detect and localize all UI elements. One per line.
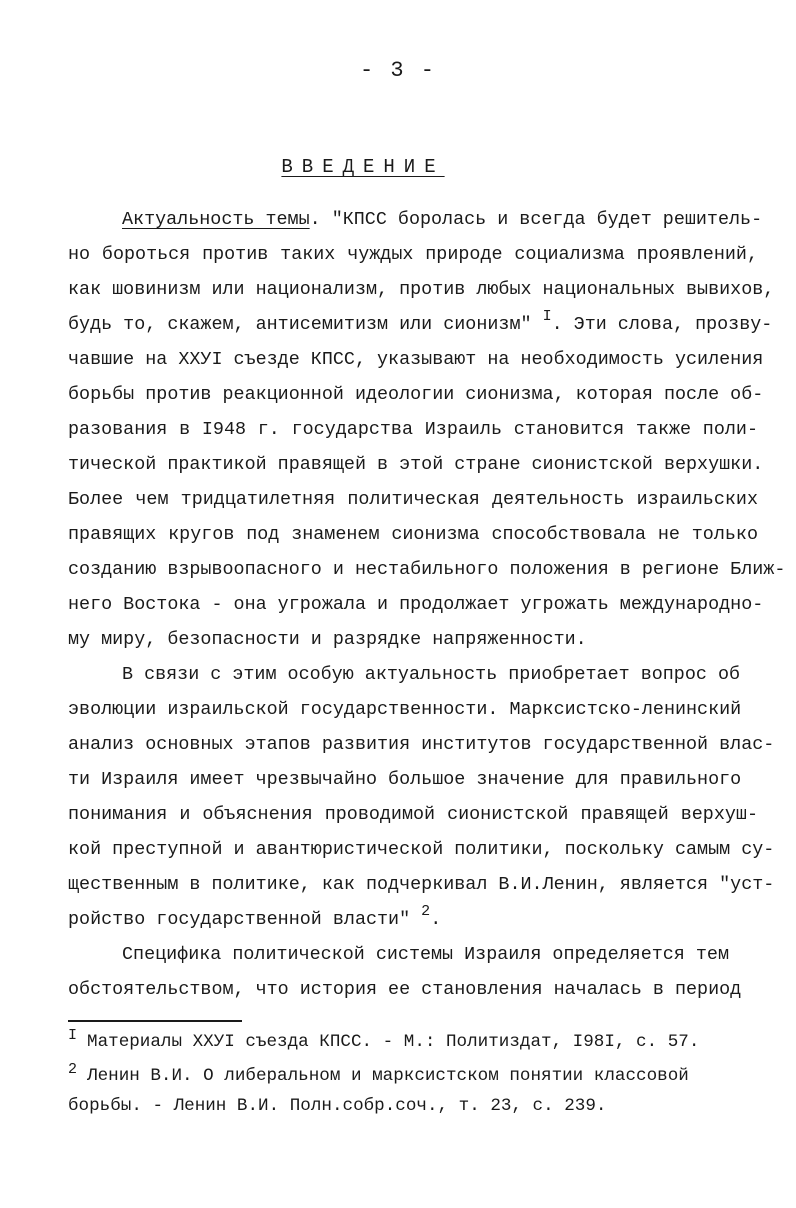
paragraph-2-line-7: щественным в политике, как подчеркивал В.И.Ленин, является "уст- — [68, 874, 775, 895]
footnote-separator — [68, 1020, 242, 1022]
footnote-1 — [68, 1027, 708, 1052]
paragraph-2-line-5: понимания и объяснения проводимой сионистской правящей верхуш- — [68, 804, 758, 825]
paragraph-1-line-6: борьбы против реакционной идеологии сионизма, которая после об- — [68, 384, 764, 405]
paragraph-1-line-5: чавшие на ХХУI съезде КПСС, указывают на необходимость усиления — [68, 349, 764, 370]
paragraph-1-line-10: правящих кругов под знаменем сионизма способствовала не только — [68, 524, 758, 545]
footnote-2 — [68, 1061, 708, 1086]
paragraph-2-line-4: ти Израиля имеет чрезвычайно большое значение для правильного — [68, 769, 742, 790]
section-heading — [0, 156, 726, 178]
page-number: - 3 - — [359, 58, 436, 83]
paragraph-1-line-13: му миру, безопасности и разрядке напряженности. — [68, 629, 587, 650]
paragraph-1-line-4: будь то, скажем, антисемитизм или сионизм" $^I$. Эти слова, прозву- — [68, 308, 773, 335]
paragraph-1-line-3: как шовинизм или национализм, против любых национальных вывихов, — [68, 279, 775, 300]
paragraph-1-line-1: Актуальность темы. "КПСС боролась и всегда будет решитель- — [122, 209, 763, 230]
footnote-ref-2: 2 — [421, 903, 431, 920]
footnote-2-text-line-1: Ленин В.И. О либеральном и марксистском понятии классовой — [87, 1066, 689, 1086]
footnote-ref-1: I — [542, 308, 552, 325]
paragraph-1-line-7: разования в I948 г. государства Израиль становится также поли- — [68, 419, 758, 440]
paragraph-3-line-1: Специфика политической системы Израиля определяется тем — [122, 944, 729, 965]
paragraph-2-line-8: ройство государственной власти" $^2$. — [68, 903, 442, 930]
section-heading-text: ВВЕДЕНИЕ — [281, 156, 445, 178]
footnote-2-continuation: борьбы. - Ленин В.И. Полн.собр.соч., т. 23, с. 239. — [68, 1096, 607, 1116]
topic-relevance-label: Актуальность темы — [122, 209, 310, 230]
paragraph-1-line-12: него Востока - она угрожала и продолжает угрожать международно- — [68, 594, 764, 615]
paragraph-2-line-3: анализ основных этапов развития институтов государственной влас- — [68, 734, 775, 755]
paragraph-1-line-11: созданию взрывоопасного и нестабильного положения в регионе Ближ- — [68, 559, 786, 580]
footnote-1-mark: I — [68, 1027, 78, 1044]
paragraph-2-line-2: эволюции израильской государственности. Марксистско-ленинский — [68, 699, 742, 720]
paragraph-1-line-8: тической практикой правящей в этой стране сионистской верхушки. — [68, 454, 764, 475]
paragraph-1-line-9: Более чем тридцатилетняя политическая деятельность израильских — [68, 489, 758, 510]
paragraph-3-line-2: обстоятельством, что история ее становления началась в период — [68, 979, 742, 1000]
paragraph-2-line-6: кой преступной и авантюристической политики, поскольку самым су- — [68, 839, 775, 860]
footnote-1-text: Материалы ХХУI съезда КПСС. - М.: Политиздат, I98I, с. 57. — [87, 1032, 700, 1052]
paragraph-1-line-2: но бороться против таких чуждых природе социализма проявлений, — [68, 244, 758, 265]
paragraph-2-line-1: В связи с этим особую актуальность приобретает вопрос об — [122, 664, 741, 685]
footnote-2-mark: 2 — [68, 1061, 78, 1078]
